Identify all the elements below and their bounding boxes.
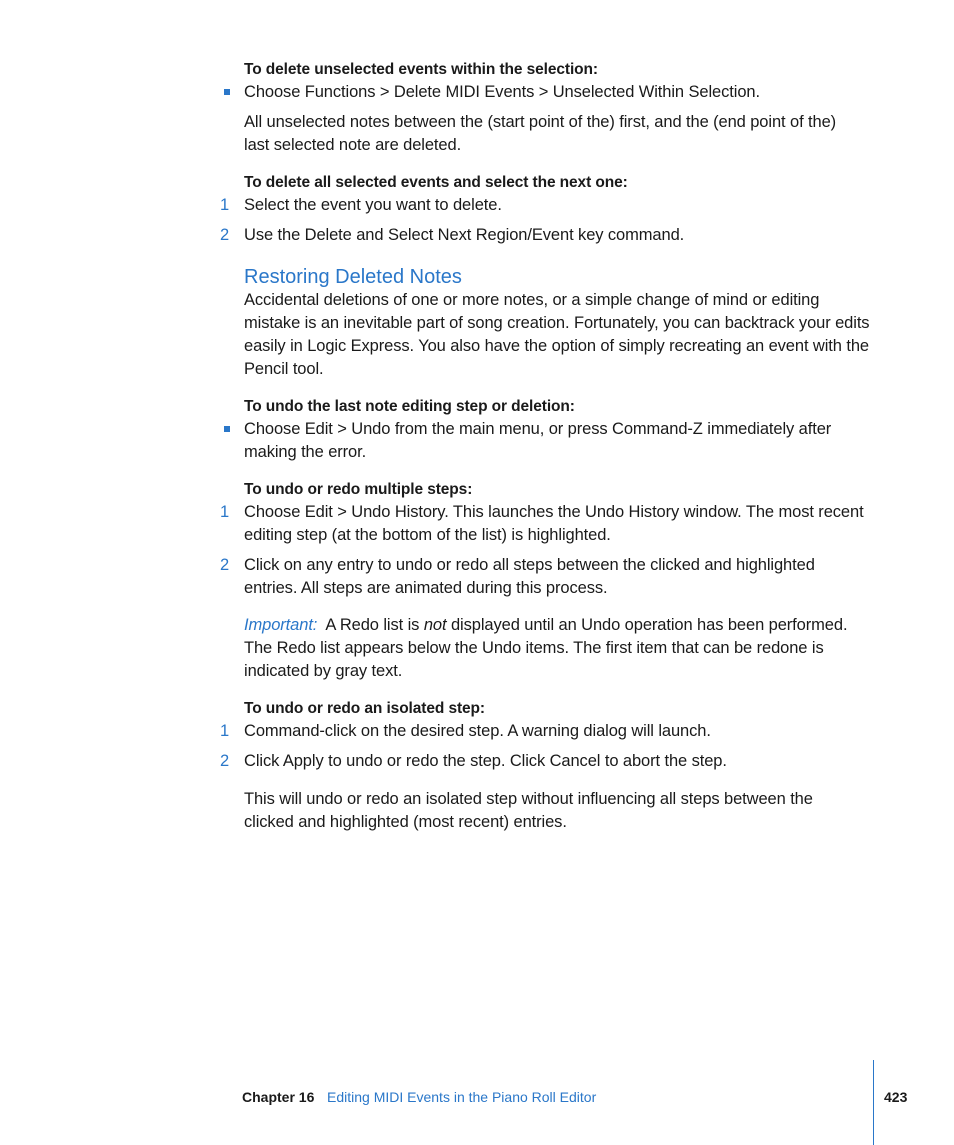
important-emphasis: not <box>423 616 447 634</box>
task-heading: To delete unselected events within the selection: <box>244 61 598 78</box>
bullet-text: Choose Functions > Delete MIDI Events > Unselected Within Selection. <box>244 83 760 101</box>
step-text: Select the event you want to delete. <box>244 196 502 214</box>
section-title: Restoring Deleted Notes <box>244 266 462 288</box>
step-number: 1 <box>220 196 230 214</box>
body-paragraph: All unselected notes between the (start point of the) first, and the (end point of the) last selected note are deleted. <box>244 113 837 154</box>
important-text-b: displayed until an Undo operation has been performed. The Redo list appears below the Undo items. The first item that can be redone is indicated by gray text. <box>244 616 848 680</box>
step-text: Choose Edit > Undo History. This launches the Undo History window. The most recent editing step (at the bottom of the list) is highlighted. <box>244 503 864 544</box>
page-number: 423 <box>884 1089 908 1105</box>
bullet-square-icon <box>224 426 230 432</box>
important-text-a: A Redo list is <box>325 616 420 634</box>
step-number: 1 <box>220 722 230 740</box>
important-note <box>244 614 859 683</box>
task-heading: To undo the last note editing step or deletion: <box>244 398 575 415</box>
step-number: 2 <box>220 226 230 244</box>
footer-chapter: Chapter 16 <box>242 1089 315 1105</box>
footer-chapter-title: Editing MIDI Events in the Piano Roll Editor <box>327 1089 597 1105</box>
step-number: 2 <box>220 556 230 574</box>
task-heading: To undo or redo multiple steps: <box>244 481 473 498</box>
body-paragraph: This will undo or redo an isolated step without influencing all steps between the clicked and highlighted (most recent) entries. <box>244 790 813 831</box>
step-text: Click Apply to undo or redo the step. Click Cancel to abort the step. <box>244 752 727 770</box>
task-heading: To undo or redo an isolated step: <box>244 700 485 717</box>
step-number: 1 <box>220 503 230 521</box>
task-heading: To delete all selected events and select the next one: <box>244 174 628 191</box>
important-label: Important: <box>244 616 318 634</box>
footer-divider <box>873 1060 874 1145</box>
body-paragraph: Accidental deletions of one or more notes, or a simple change of mind or editing mistake is an inevitable part of song creation. Fortunately, you can backtrack your edits easily in Logic Express. You also have the option of simply recreating an event with the Pencil tool. <box>244 291 870 378</box>
bullet-text: Choose Edit > Undo from the main menu, or press Command-Z immediately after making the error. <box>244 420 832 461</box>
bullet-square-icon <box>224 89 230 95</box>
step-text: Use the Delete and Select Next Region/Event key command. <box>244 226 685 244</box>
step-number: 2 <box>220 752 230 770</box>
step-text: Click on any entry to undo or redo all steps between the clicked and highlighted entries. All steps are animated during this process. <box>244 556 815 597</box>
step-text: Command-click on the desired step. A warning dialog will launch. <box>244 722 711 740</box>
